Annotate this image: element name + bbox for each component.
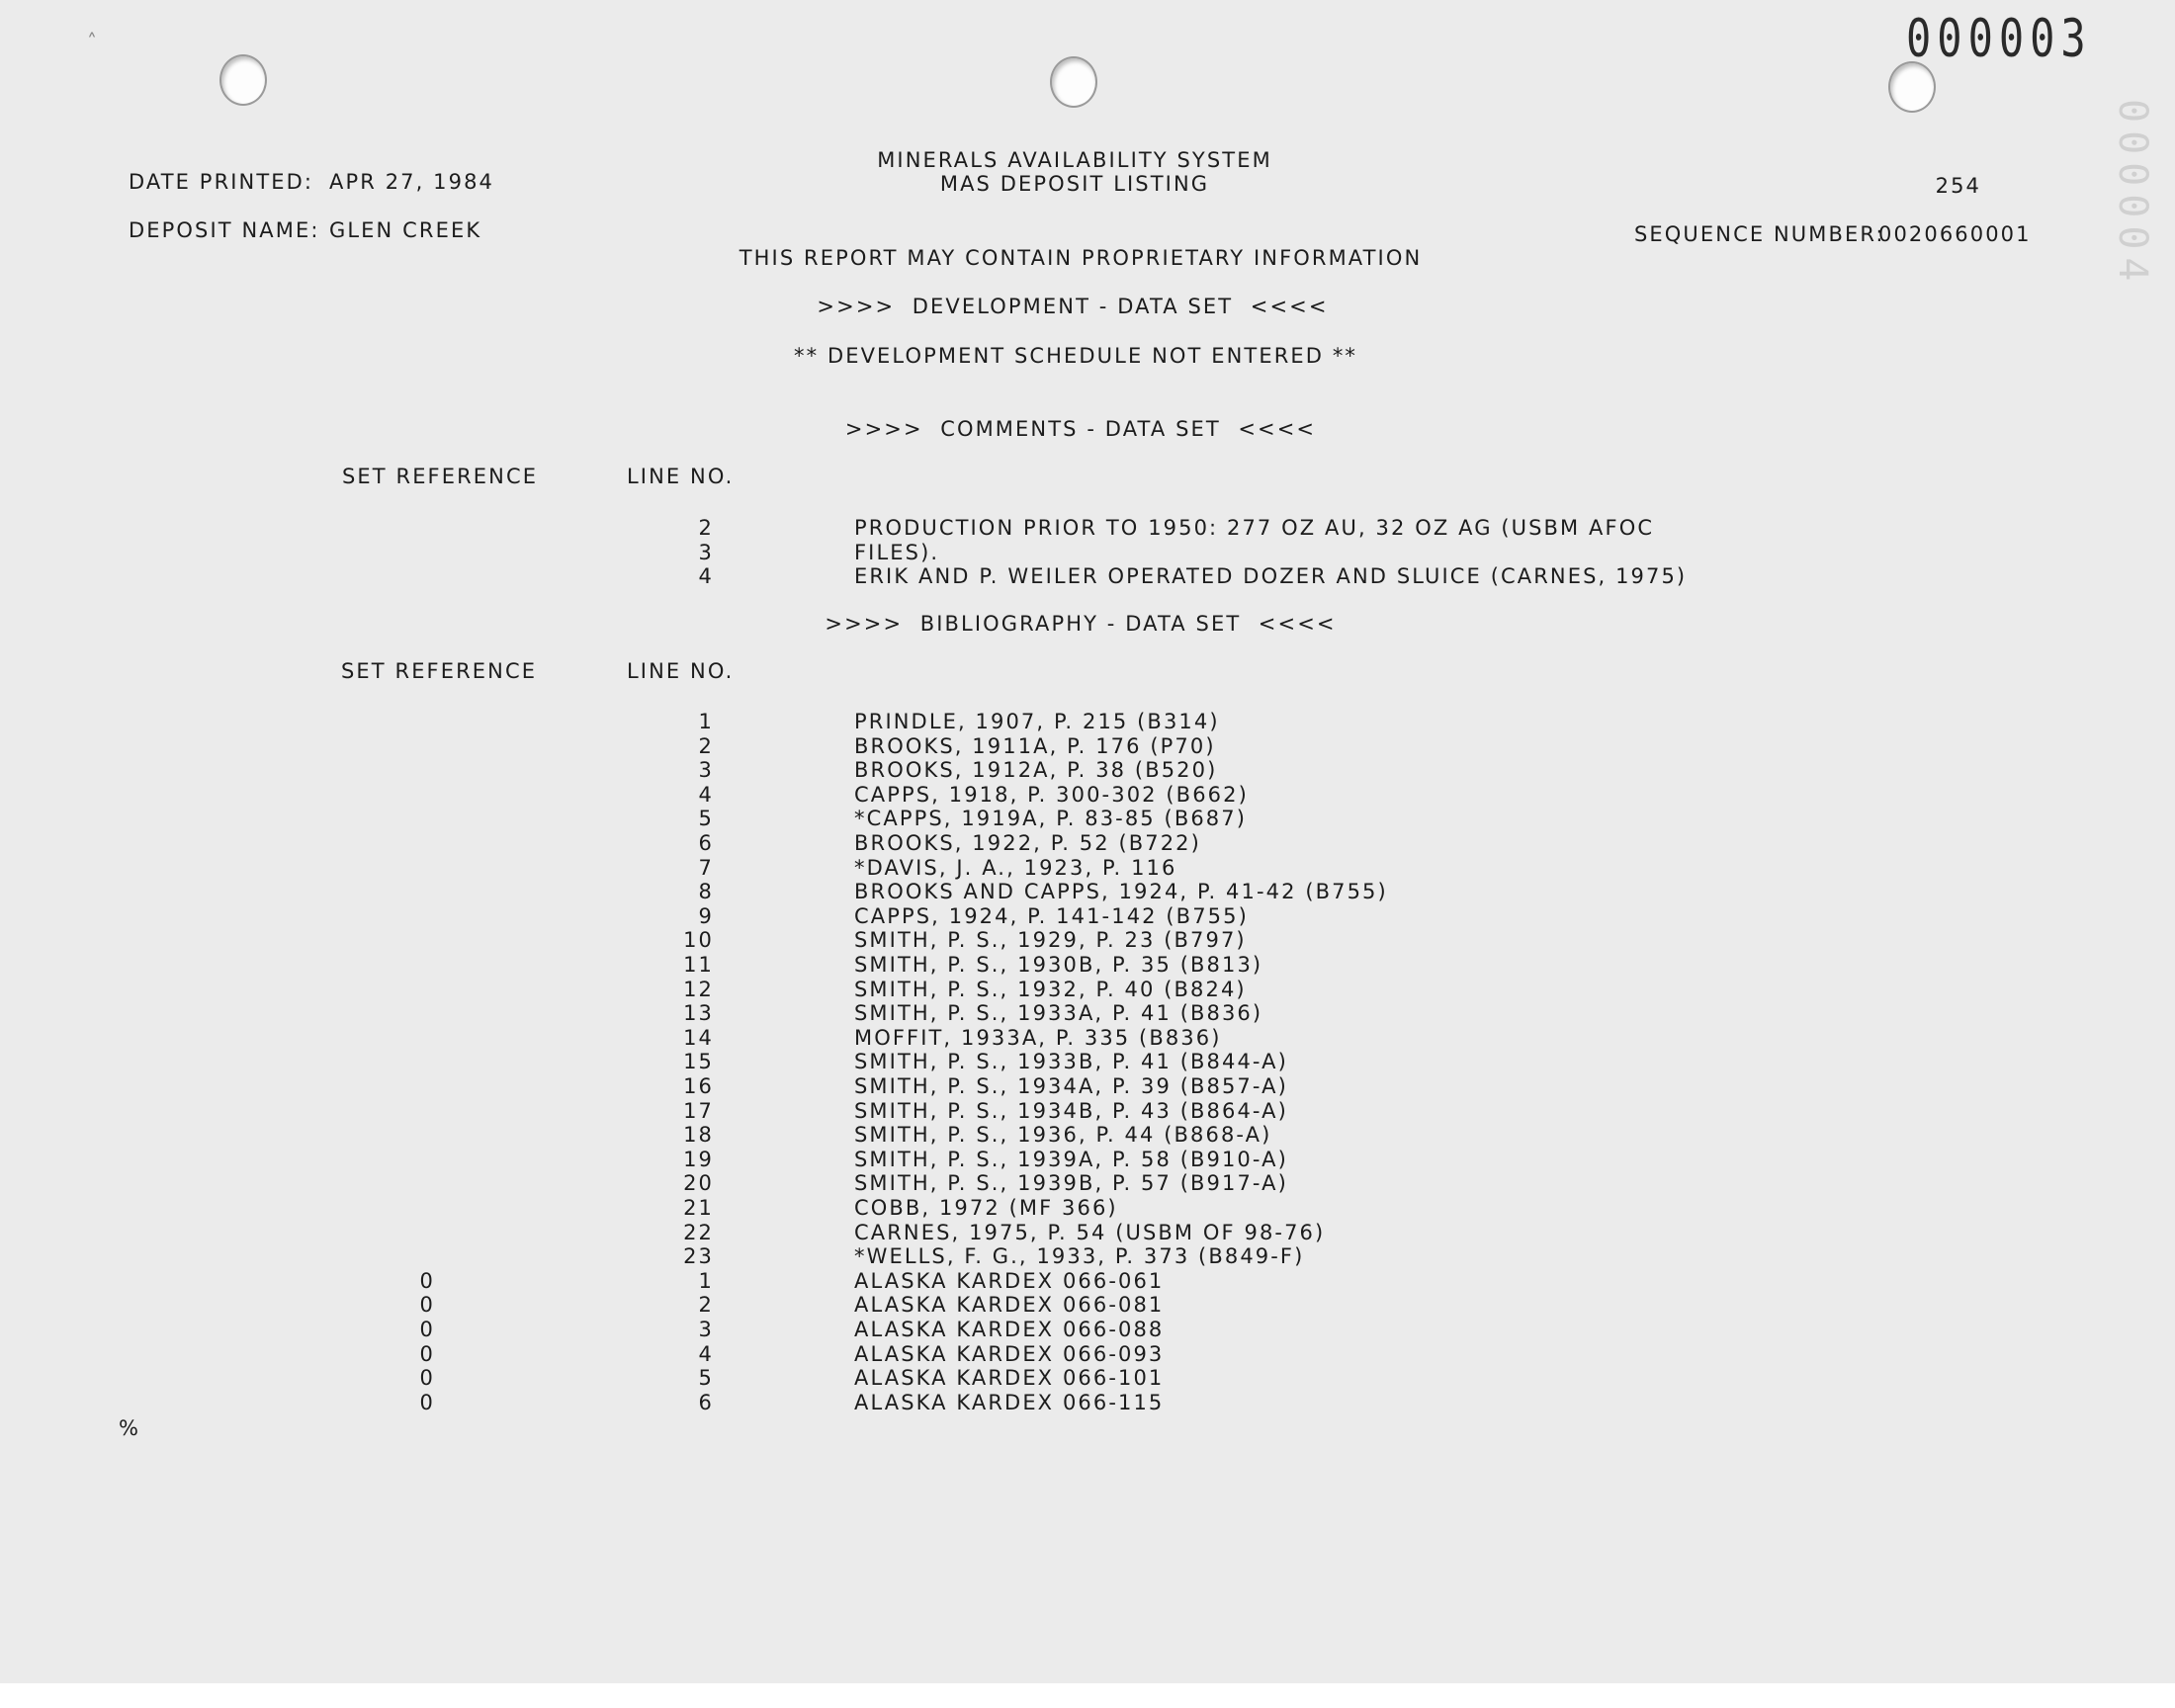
- punch-hole-right: [1888, 61, 1936, 113]
- comments-row-text: FILES).: [854, 540, 940, 564]
- bibliography-row-line-no: 23: [683, 1244, 714, 1269]
- comments-col-line-no: LINE NO.: [627, 465, 735, 488]
- sequence-number-label: SEQUENCE NUMBER:: [1634, 222, 1885, 246]
- bibliography-row-line-no: 20: [683, 1171, 714, 1196]
- bibliography-row-line-no: 19: [683, 1147, 714, 1171]
- bibliography-row-text: ALASKA KARDEX 066-093: [854, 1341, 1165, 1366]
- bibliography-row-text: COBB, 1972 (MF 366): [854, 1196, 1118, 1220]
- development-section-title: >>>> DEVELOPMENT - DATA SET <<<<: [817, 295, 1329, 318]
- comments-col-set-reference: SET REFERENCE: [342, 465, 539, 488]
- bibliography-row-line-no: 4: [698, 782, 714, 807]
- bibliography-row-set-reference: 0: [419, 1390, 435, 1414]
- bibliography-row-text: SMITH, P. S., 1939B, P. 57 (B917-A): [854, 1171, 1288, 1196]
- bibliography-row-text: SMITH, P. S., 1929, P. 23 (B797): [854, 928, 1247, 953]
- bibliography-row-line-no: 5: [698, 1366, 714, 1391]
- bibliography-row-line-no: 18: [683, 1123, 714, 1148]
- bibliography-row-text: CAPPS, 1924, P. 141-142 (B755): [854, 903, 1249, 928]
- bibliography-row-line-no: 13: [683, 1001, 714, 1026]
- bibliography-row-text: PRINDLE, 1907, P. 215 (B314): [854, 710, 1220, 733]
- margin-mark: ˄: [87, 30, 97, 53]
- bibliography-row-line-no: 6: [698, 1390, 714, 1414]
- bibliography-row-text: *DAVIS, J. A., 1923, P. 116: [854, 855, 1177, 880]
- bibliography-row-line-no: 21: [683, 1196, 714, 1220]
- bibliography-col-line-no: LINE NO.: [627, 659, 735, 683]
- bibliography-row-line-no: 8: [698, 880, 714, 904]
- bibliography-row-text: SMITH, P. S., 1934A, P. 39 (B857-A): [854, 1074, 1288, 1098]
- sequence-number-value: 0020660001: [1878, 222, 2032, 246]
- bibliography-row-line-no: 11: [683, 953, 714, 977]
- footer-percent-mark: %: [119, 1416, 141, 1440]
- bibliography-row-text: SMITH, P. S., 1934B, P. 43 (B864-A): [854, 1098, 1288, 1123]
- comments-row-line-no: 2: [698, 516, 714, 540]
- bibliography-row-text: ALASKA KARDEX 066-061: [854, 1268, 1165, 1293]
- bibliography-row-line-no: 22: [683, 1220, 714, 1244]
- punch-hole-center: [1050, 56, 1097, 108]
- comments-row-text: ERIK AND P. WEILER OPERATED DOZER AND SLUICE (CARNES, 1975): [854, 564, 1688, 588]
- bibliography-row-line-no: 1: [698, 1268, 714, 1293]
- bibliography-row-text: ALASKA KARDEX 066-081: [854, 1293, 1165, 1318]
- punch-hole-left: [219, 54, 267, 106]
- bibliography-row-text: SMITH, P. S., 1939A, P. 58 (B910-A): [854, 1147, 1288, 1171]
- bibliography-row-text: MOFFIT, 1933A, P. 335 (B836): [854, 1025, 1222, 1050]
- bibliography-row-text: BROOKS, 1912A, P. 38 (B520): [854, 758, 1218, 783]
- bibliography-row-text: SMITH, P. S., 1930B, P. 35 (B813): [854, 953, 1263, 977]
- bibliography-row-line-no: 10: [683, 928, 714, 953]
- faint-stamp-number: 000004: [2110, 99, 2155, 290]
- bibliography-col-set-reference: SET REFERENCE: [341, 659, 538, 683]
- bibliography-row-line-no: 14: [683, 1025, 714, 1050]
- bibliography-row-text: BROOKS AND CAPPS, 1924, P. 41-42 (B755): [854, 880, 1388, 904]
- bibliography-row-text: *WELLS, F. G., 1933, P. 373 (B849-F): [854, 1244, 1305, 1269]
- bibliography-row-line-no: 16: [683, 1074, 714, 1098]
- bibliography-row-set-reference: 0: [419, 1293, 435, 1318]
- bibliography-row-text: SMITH, P. S., 1932, P. 40 (B824): [854, 977, 1247, 1001]
- bibliography-row-line-no: 1: [698, 710, 714, 733]
- bibliography-row-text: ALASKA KARDEX 066-088: [854, 1318, 1165, 1341]
- bibliography-row-line-no: 4: [698, 1341, 714, 1366]
- comments-row-line-no: 3: [698, 540, 714, 564]
- bibliography-row-set-reference: 0: [419, 1341, 435, 1366]
- listing-title: MAS DEPOSIT LISTING: [939, 172, 1210, 196]
- bibliography-row-text: ALASKA KARDEX 066-115: [854, 1390, 1165, 1414]
- bibliography-row-line-no: 5: [698, 807, 714, 831]
- bibliography-row-text: SMITH, P. S., 1933B, P. 41 (B844-A): [854, 1050, 1288, 1074]
- bibliography-section-title: >>>> BIBLIOGRAPHY - DATA SET <<<<: [825, 612, 1337, 636]
- bibliography-row-text: SMITH, P. S., 1936, P. 44 (B868-A): [854, 1123, 1272, 1148]
- bibliography-row-text: BROOKS, 1911A, P. 176 (P70): [854, 733, 1216, 758]
- bibliography-row-line-no: 12: [683, 977, 714, 1001]
- bibliography-row-set-reference: 0: [419, 1366, 435, 1391]
- comments-row-line-no: 4: [698, 564, 714, 588]
- bibliography-row-line-no: 15: [683, 1050, 714, 1074]
- bibliography-row-line-no: 2: [698, 1293, 714, 1318]
- bibliography-row-text: CAPPS, 1918, P. 300-302 (B662): [854, 782, 1249, 807]
- bibliography-row-set-reference: 0: [419, 1318, 435, 1341]
- bibliography-row-set-reference: 0: [419, 1268, 435, 1293]
- bibliography-row-line-no: 9: [698, 903, 714, 928]
- system-title: MINERALS AVAILABILITY SYSTEM: [877, 148, 1272, 172]
- comments-section-title: >>>> COMMENTS - DATA SET <<<<: [844, 417, 1317, 441]
- bibliography-row-text: SMITH, P. S., 1933A, P. 41 (B836): [854, 1001, 1263, 1026]
- date-printed-label: DATE PRINTED:: [129, 170, 314, 194]
- bibliography-row-line-no: 3: [698, 1318, 714, 1341]
- bibliography-row-text: CARNES, 1975, P. 54 (USBM OF 98-76): [854, 1220, 1326, 1244]
- date-printed-value: APR 27, 1984: [329, 170, 495, 194]
- comments-row-text: PRODUCTION PRIOR TO 1950: 277 OZ AU, 32 OZ AG (USBM AFOC: [854, 516, 1655, 540]
- deposit-name-value: GLEN CREEK: [329, 218, 482, 242]
- bibliography-row-text: BROOKS, 1922, P. 52 (B722): [854, 831, 1201, 855]
- bibliography-row-line-no: 6: [698, 831, 714, 855]
- proprietary-notice: THIS REPORT MAY CONTAIN PROPRIETARY INFORMATION: [739, 246, 1423, 270]
- bibliography-row-text: ALASKA KARDEX 066-101: [854, 1366, 1165, 1391]
- bibliography-row-line-no: 7: [698, 855, 714, 880]
- deposit-name-label: DEPOSIT NAME:: [129, 218, 320, 242]
- development-note: ** DEVELOPMENT SCHEDULE NOT ENTERED **: [793, 344, 1358, 368]
- page-number: 254: [1935, 174, 1981, 198]
- bibliography-row-text: *CAPPS, 1919A, P. 83-85 (B687): [854, 807, 1248, 831]
- bibliography-row-line-no: 3: [698, 758, 714, 783]
- bibliography-row-line-no: 2: [698, 733, 714, 758]
- document-stamp-number: 000003: [1906, 8, 2092, 69]
- bibliography-row-line-no: 17: [683, 1098, 714, 1123]
